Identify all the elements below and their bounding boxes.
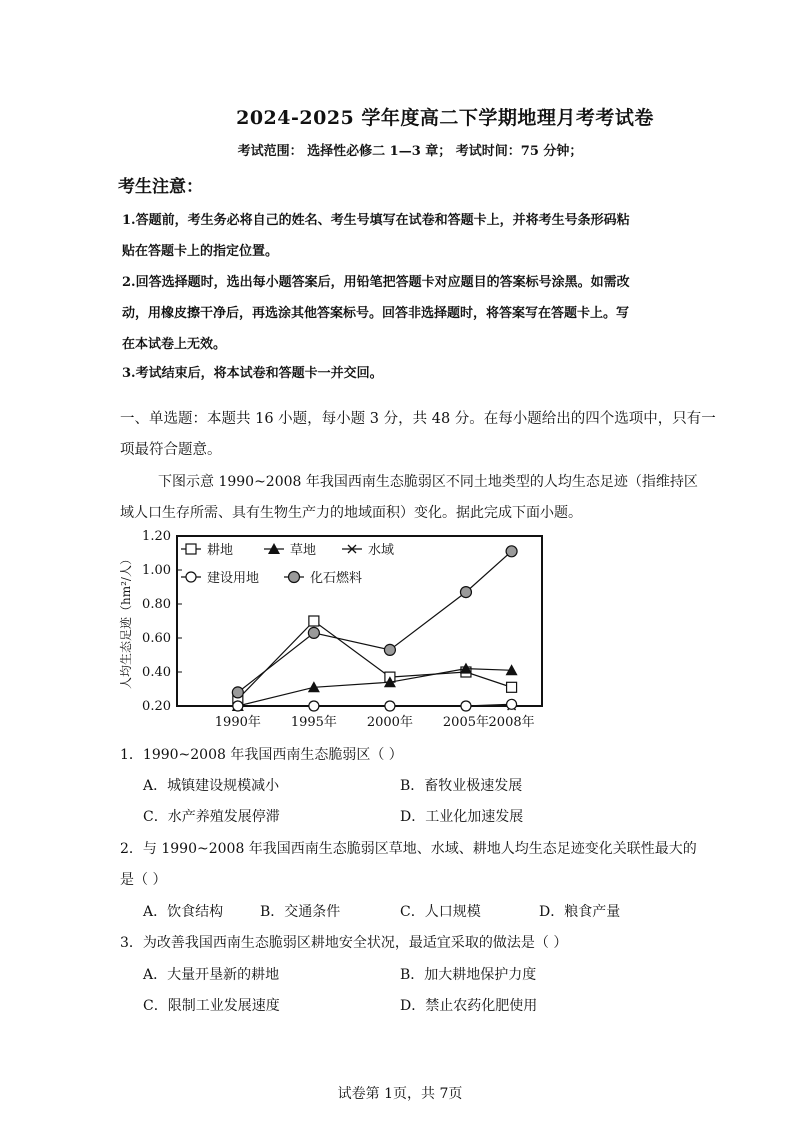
plot-frame [177, 536, 542, 706]
data-point-1-2 [309, 616, 319, 626]
question-1-option-d[interactable]: D．工业化加速发展 [400, 809, 524, 825]
legend-label-3: 水域 [368, 543, 395, 558]
data-point-1-5 [507, 682, 517, 692]
data-point-4-4 [461, 701, 471, 711]
data-point-4-5 [507, 699, 517, 709]
notice-line: 1.答题前，考生务必将自己的姓名、考生号填写在试卷和答题卡上，并将考生号条形码粘 [122, 213, 630, 228]
notice-line: 在本试卷上无效。 [122, 337, 227, 352]
notice-line: 2.回答选择题时，选出每小题答案后，用铅笔把答题卡对应题目的答案标号涂黑。如需改 [122, 275, 630, 290]
exam-title: 2024-2025 学年度高二下学期地理月考考试卷 [236, 107, 654, 129]
data-point-5-3 [384, 644, 395, 655]
exam-subtitle: 考试范围： 选择性必修二 1—3 章； 考试时间：75 分钟； [237, 144, 583, 159]
notice-heading: 考生注意： [118, 177, 203, 197]
legend-marker-5 [289, 572, 300, 583]
intro-text: 下图示意 1990~2008 年我国西南生态脆弱区不同土地类型的人均生态足迹（指维持区 [158, 474, 698, 490]
x-tick-label: 2005年 [442, 715, 490, 730]
y-tick-label: 0.80 [142, 597, 171, 612]
question-2-option-b[interactable]: B．交通条件 [260, 904, 341, 920]
x-tick-label: 2000年 [366, 715, 413, 730]
question-1-option-c[interactable]: C．水产养殖发展停滞 [143, 809, 280, 825]
question-3-option-a[interactable]: A．大量开垦新的耕地 [143, 967, 280, 983]
question-3-option-d[interactable]: D．禁止农药化肥使用 [400, 998, 538, 1014]
legend-label-2: 草地 [290, 543, 317, 558]
data-point-4-3 [385, 701, 395, 711]
y-axis-label: 人均生态足迹（hm²/人） [119, 553, 133, 689]
question-1-stem: 1．1990~2008 年我国西南生态脆弱区（ ） [120, 747, 403, 763]
x-tick-label: 2008年 [488, 715, 535, 730]
question-1-option-a[interactable]: A．城镇建设规模减小 [143, 778, 280, 794]
page-footer: 试卷第 1页，共 7页 [337, 1086, 463, 1102]
question-2-option-c[interactable]: C．人口规模 [400, 904, 481, 920]
data-point-5-5 [506, 546, 517, 557]
notice-line: 3.考试结束后，将本试卷和答题卡一并交回。 [122, 366, 383, 381]
y-tick-label: 0.20 [142, 699, 171, 714]
y-tick-label: 1.00 [142, 563, 171, 578]
question-1-option-b[interactable]: B．畜牧业极速发展 [400, 778, 523, 794]
intro-text-cont: 域人口生存所需、具有生物生产力的地域面积）变化。据此完成下面小题。 [120, 505, 582, 521]
question-3-option-c[interactable]: C．限制工业发展速度 [143, 998, 280, 1014]
question-3-option-b[interactable]: B．加大耕地保护力度 [400, 967, 537, 983]
section-heading: 一、单选题：本题共 16 小题，每小题 3 分，共 48 分。在每小题给出的四个选项中，只有一 [120, 411, 716, 427]
x-tick-label: 1990年 [214, 715, 261, 730]
data-point-4-1 [233, 701, 243, 711]
section-heading-cont: 项最符合题意。 [120, 442, 222, 458]
notice-line: 动，用橡皮擦干净后，再选涂其他答案标号。回答非选择题时，将答案写在答题卡上。写 [122, 306, 630, 321]
legend-label-1: 耕地 [207, 543, 234, 558]
question-2-option-d[interactable]: D．粮食产量 [539, 904, 621, 920]
y-tick-label: 0.60 [142, 631, 171, 646]
ecological-footprint-chart [110, 528, 550, 743]
data-point-5-4 [460, 587, 471, 598]
y-tick-label: 0.40 [142, 665, 171, 680]
data-point-5-2 [308, 627, 319, 638]
x-tick-label: 1995年 [290, 715, 337, 730]
legend-marker-4 [186, 572, 196, 582]
data-point-4-2 [309, 701, 319, 711]
y-tick-label: 1.20 [142, 529, 171, 544]
question-2-stem-cont: 是（ ） [120, 872, 167, 888]
legend-label-5: 化石燃料 [310, 571, 363, 586]
question-2-option-a[interactable]: A．饮食结构 [143, 904, 224, 920]
data-point-5-1 [232, 687, 243, 698]
notice-line: 贴在答题卡上的指定位置。 [122, 244, 279, 259]
question-2-stem: 2．与 1990~2008 年我国西南生态脆弱区草地、水域、耕地人均生态足迹变化关联性最大的 [120, 841, 697, 857]
question-3-stem: 3．为改善我国西南生态脆弱区耕地安全状况，最适宜采取的做法是（ ） [120, 935, 568, 951]
legend-label-4: 建设用地 [207, 571, 260, 586]
legend-marker-1 [186, 544, 196, 554]
